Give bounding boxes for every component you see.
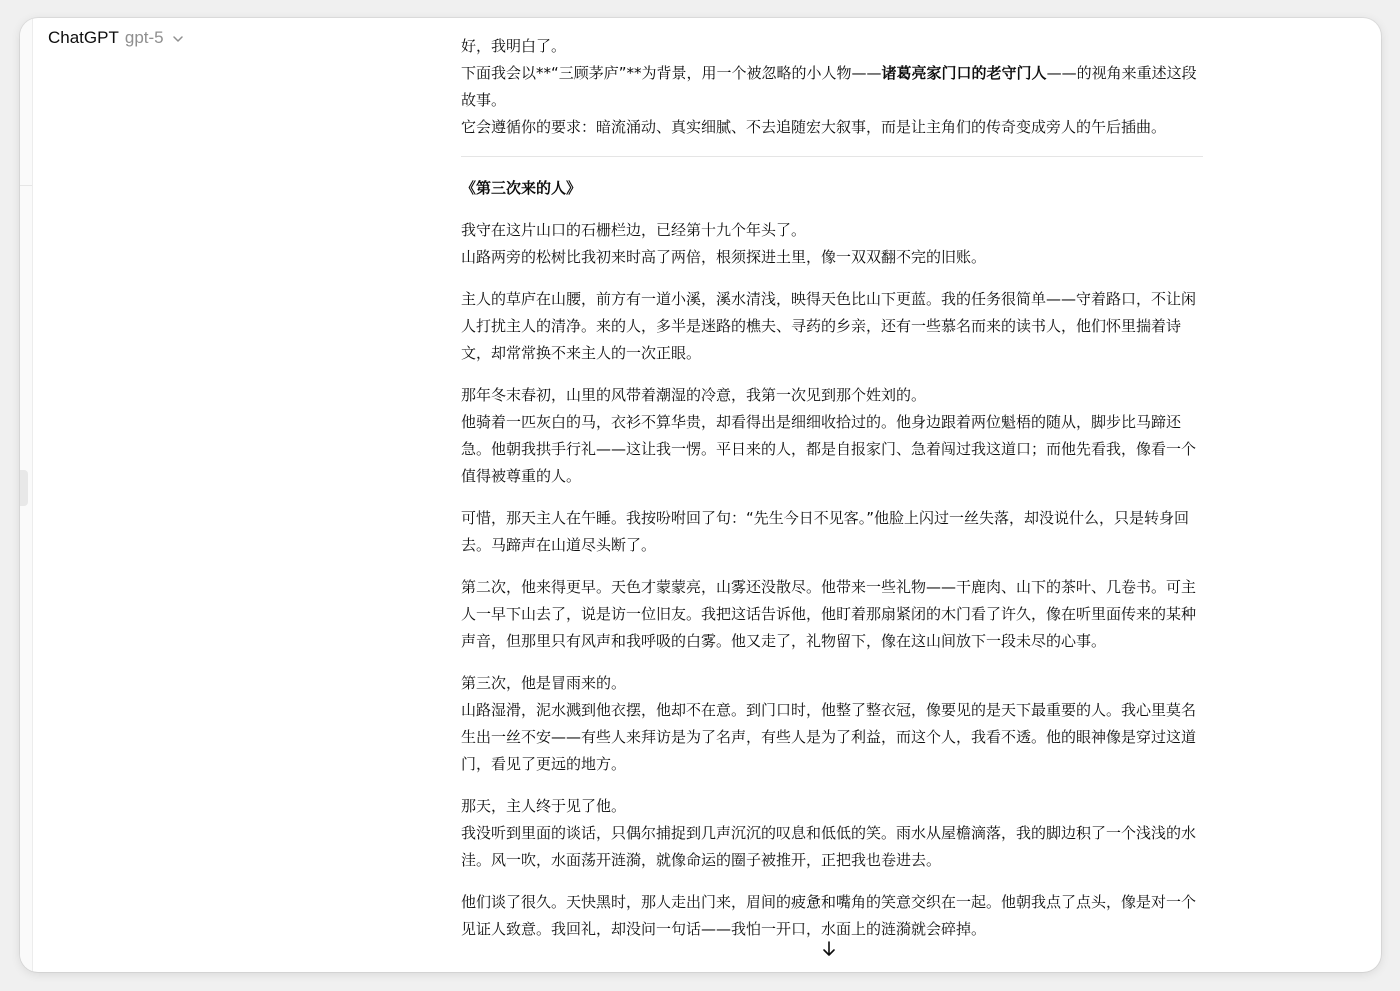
assistant-message xyxy=(461,33,1203,958)
app-window xyxy=(20,18,1381,972)
story-paragraph xyxy=(461,793,1203,874)
story-line: 我没听到里面的谈话，只偶尔捕捉到几声沉沉的叹息和低低的笑。雨水从屋檐滴落，我的脚边积了一个浅浅的水洼。风一吹，水面荡开涟漪，就像命运的圈子被推开，正把我也卷进去。 xyxy=(461,824,1197,869)
sidebar-rail xyxy=(20,18,33,972)
sidebar-toggle-handle[interactable] xyxy=(20,470,28,506)
arrow-down-icon xyxy=(822,941,836,962)
story-line: 我守在这片山口的石栅栏边，已经第十九个年头了。 xyxy=(461,221,807,239)
story-line: 山路湿滑，泥水溅到他衣摆，他却不在意。到门口时，他整了整衣冠，像要见的是天下最重要的人。我心里莫名生出一丝不安——有些人来拜访是为了名声，有些人是为了利益，而这个人，我看不透。他的眼神像是穿过这道门，看见了更远的地方。 xyxy=(461,701,1197,773)
intro-line-1: 好，我明白了。 xyxy=(461,37,567,55)
story-paragraph xyxy=(461,217,1203,271)
story-paragraph xyxy=(461,670,1203,778)
story-title: 《第三次来的人》 xyxy=(461,179,582,197)
story-line: 山路两旁的松树比我初来时高了两倍，根须探进土里，像一双双翻不完的旧账。 xyxy=(461,248,987,266)
story-paragraph: 他们谈了很久。天快黑时，那人走出门来，眉间的疲惫和嘴角的笑意交织在一起。他朝我点了点头，像是对一个见证人致意。我回礼，却没问一句话——我怕一开口，水面上的涟漪就会碎掉。 xyxy=(461,893,1197,938)
model-selector[interactable] xyxy=(48,28,184,48)
story-paragraph: 第二次，他来得更早。天色才蒙蒙亮，山雾还没散尽。他带来一些礼物——干鹿肉、山下的茶叶、几卷书。可主人一早下山去了，说是访一位旧友。我把这话告诉他，他盯着那扇紧闭的木门看了许久，像在听里面传来的某种声音，但那里只有风声和我呼吸的白雾。他又走了，礼物留下，像在这山间放下一段未尽的心事。 xyxy=(461,578,1197,650)
story-line: 第三次，他是冒雨来的。 xyxy=(461,674,627,692)
story-paragraph xyxy=(461,382,1203,490)
story-paragraph: 主人的草庐在山腰，前方有一道小溪，溪水清浅，映得天色比山下更蓝。我的任务很简单——守着路口，不让闲人打扰主人的清净。来的人，多半是迷路的樵夫、寻药的乡亲，还有一些慕名而来的读书人，他们怀里揣着诗文，却常常换不来主人的一次正眼。 xyxy=(461,290,1197,362)
intro-line-3: 它会遵循你的要求：暗流涌动、真实细腻、不去追随宏大叙事，而是让主角们的传奇变成旁人的午后插曲。 xyxy=(461,118,1167,136)
intro-line-2-bold: 诸葛亮家门口的老守门人 xyxy=(881,64,1047,82)
scroll-to-bottom-button[interactable] xyxy=(818,940,840,962)
story-paragraph: 可惜，那天主人在午睡。我按吩咐回了句：“先生今日不见客。”他脸上闪过一丝失落，却没说什么，只是转身回去。马蹄声在山道尽头断了。 xyxy=(461,509,1190,554)
chevron-down-icon xyxy=(172,32,184,44)
intro-line-2-pre: 下面我会以**“三顾茅庐”**为背景，用一个被忽略的小人物—— xyxy=(461,64,882,82)
intro-line-2-post: ——的视角来重述这段故事。 xyxy=(461,64,1197,109)
story-line: 他骑着一匹灰白的马，衣衫不算华贵，却看得出是细细收拾过的。他身边跟着两位魁梧的随从，脚步比马蹄还急。他朝我拱手行礼——这让我一愣。平日来的人，都是自报家门、急着闯过我这道口；而他先看我，像看一个值得被尊重的人。 xyxy=(461,413,1197,485)
app-title: ChatGPT xyxy=(48,28,119,47)
model-name: gpt-5 xyxy=(124,28,164,47)
story-line: 那天，主人终于见了他。 xyxy=(461,797,627,815)
section-divider xyxy=(461,156,1203,157)
story-line: 那年冬末春初，山里的风带着潮湿的冷意，我第一次见到那个姓刘的。 xyxy=(461,386,927,404)
sidebar-divider xyxy=(20,185,32,186)
intro-paragraph xyxy=(461,33,1203,141)
